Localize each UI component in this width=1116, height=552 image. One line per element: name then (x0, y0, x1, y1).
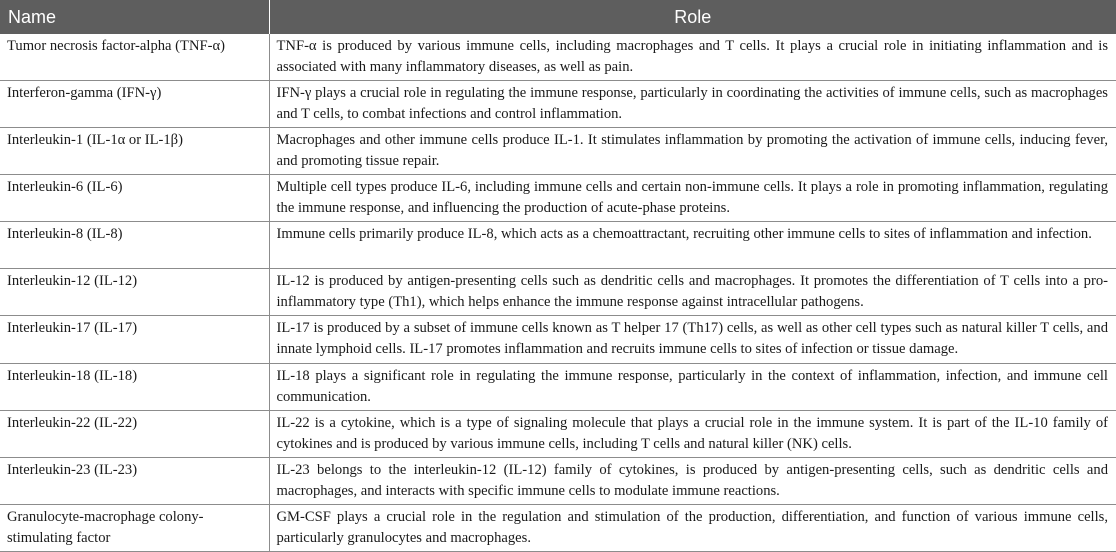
cytokine-role-cell: GM-CSF plays a crucial role in the regulation and stimulation of the production, differentiation, and function of various immune cells, particularly granulocytes and macrophages. (269, 505, 1116, 552)
cytokine-role-cell: IL-22 is a cytokine, which is a type of signaling molecule that plays a crucial role in the immune system. It is part of the IL-10 family of cytokines and is produced by various immune cells, including T cells and natural killer (NK) cells. (269, 411, 1116, 458)
cytokine-role-cell: TNF-α is produced by various immune cells, including macrophages and T cells. It plays a crucial role in initiating inflammation and is associated with many inflammatory diseases, as well as pain. (269, 34, 1116, 81)
table-row (0, 505, 1116, 552)
table-row (0, 222, 1116, 269)
cytokine-role-cell: Multiple cell types produce IL-6, including immune cells and certain non-immune cells. It plays a role in promoting inflammation, regulating the immune response, and influencing the production of acute-phase proteins. (269, 175, 1116, 222)
cytokine-name-cell: Interleukin-12 (IL-12) (0, 269, 269, 316)
table-body (0, 34, 1116, 552)
cytokine-role-cell: IFN-γ plays a crucial role in regulating the immune response, particularly in coordinating the activities of immune cells, such as macrophages and T cells, to combat infections and control inflammation. (269, 81, 1116, 128)
table-row (0, 128, 1116, 175)
cytokine-role-cell: Immune cells primarily produce IL-8, which acts as a chemoattractant, recruiting other immune cells to sites of inflammation and infection. (269, 222, 1116, 269)
cytokine-role-cell: Macrophages and other immune cells produce IL-1. It stimulates inflammation by promoting the activation of immune cells, inducing fever, and promoting tissue repair. (269, 128, 1116, 175)
table-row (0, 364, 1116, 411)
table-row (0, 81, 1116, 128)
cytokine-name-cell: Tumor necrosis factor-alpha (TNF-α) (0, 34, 269, 81)
cytokine-role-cell: IL-23 belongs to the interleukin-12 (IL-12) family of cytokines, is produced by antigen-presenting cells, such as dendritic cells and macrophages, and interacts with specific immune cells to modulate immune reactions. (269, 458, 1116, 505)
table-row (0, 269, 1116, 316)
table-row (0, 34, 1116, 81)
cytokine-name-cell: Interferon-gamma (IFN-γ) (0, 81, 269, 128)
cytokine-name-cell: Interleukin-23 (IL-23) (0, 458, 269, 505)
header-row (0, 0, 1116, 34)
cytokine-name-cell: Interleukin-1 (IL-1α or IL-1β) (0, 128, 269, 175)
column-header-name: Name (0, 0, 269, 34)
column-header-role: Role (269, 0, 1116, 34)
cytokine-role-cell: IL-17 is produced by a subset of immune cells known as T helper 17 (Th17) cells, as well as other cell types such as natural killer T cells, and innate lymphoid cells. IL-17 promotes inflammation and recruits immune cells to sites of infection or tissue damage. (269, 316, 1116, 364)
cytokine-name-cell: Interleukin-17 (IL-17) (0, 316, 269, 364)
table-row (0, 175, 1116, 222)
cytokine-name-cell: Interleukin-8 (IL-8) (0, 222, 269, 269)
cytokine-name-cell: Interleukin-22 (IL-22) (0, 411, 269, 458)
table-row (0, 411, 1116, 458)
cytokine-name-cell: Interleukin-6 (IL-6) (0, 175, 269, 222)
table-row (0, 316, 1116, 364)
cytokine-name-cell: Granulocyte-macrophage colony-stimulating factor (0, 505, 269, 552)
cytokine-name-cell: Interleukin-18 (IL-18) (0, 364, 269, 411)
cytokine-role-cell: IL-18 plays a significant role in regulating the immune response, particularly in the context of inflammation, infection, and immune cell communication. (269, 364, 1116, 411)
table-header (0, 0, 1116, 34)
table-row (0, 458, 1116, 505)
cytokine-role-cell: IL-12 is produced by antigen-presenting cells such as dendritic cells and macrophages. It promotes the differentiation of T cells into a pro-inflammatory type (Th1), which helps enhance the immune response against intracellular pathogens. (269, 269, 1116, 316)
